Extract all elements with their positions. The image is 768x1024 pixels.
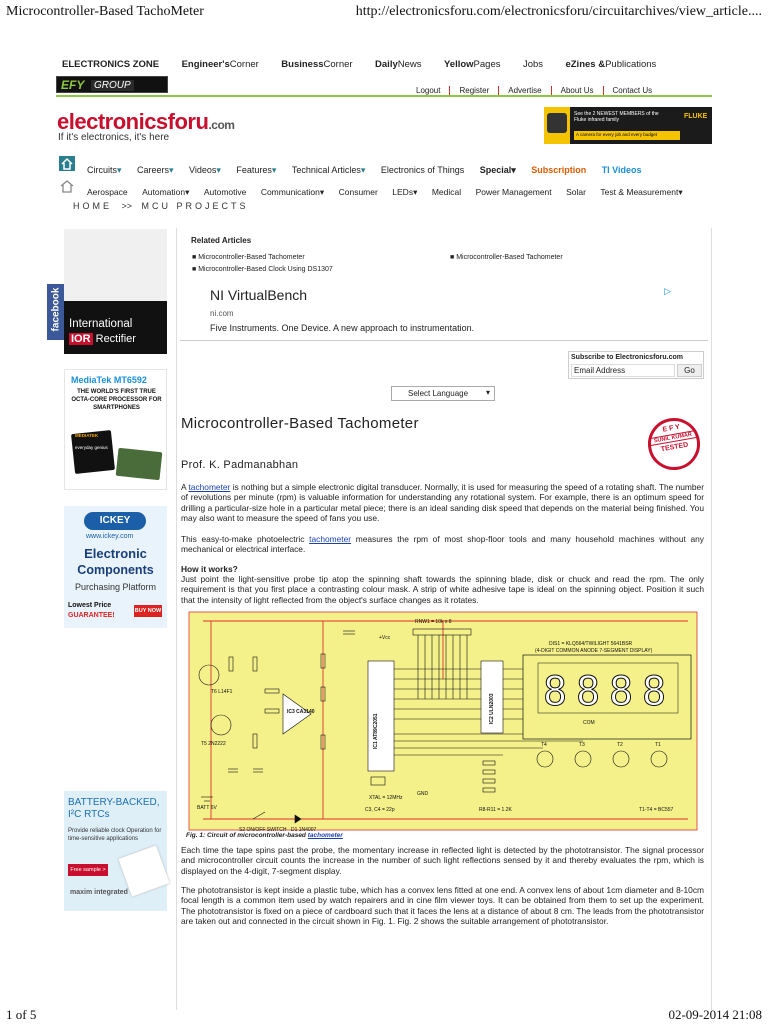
t6-label: T6 L14F1	[211, 689, 233, 695]
res-label: R8-R11 = 1.2K	[479, 807, 512, 813]
tachometer-link-3[interactable]: tachometer	[307, 832, 343, 839]
topnav-electronics-zone[interactable]: ELECTRONICS ZONE	[62, 59, 160, 70]
mediatek-ad[interactable]: MediaTek MT6592 THE WORLD'S FIRST TRUE OCTA-CORE PROCESSOR FOR SMARTPHONES MEDIATEK everyday genius	[64, 369, 167, 490]
menu-communication[interactable]: Communication▾	[260, 187, 325, 197]
menu-videos[interactable]: Videos▾	[189, 165, 221, 175]
display-digit-1: 8	[543, 669, 568, 715]
menu-power-management[interactable]: Power Management	[475, 187, 552, 197]
circuit-diagram	[183, 609, 701, 843]
ir-ad[interactable]: International IOR Rectifier	[64, 229, 167, 354]
menu-consumer[interactable]: Consumer	[338, 187, 378, 197]
gnd-label: GND	[417, 791, 429, 797]
batt-label: BATT 6V	[197, 805, 217, 811]
efy-tested-stamp: E F Y SUNIL KUMAR TESTED	[644, 414, 704, 474]
menu-features[interactable]: Features▾	[236, 165, 277, 175]
vcc-label: +Vcc	[379, 635, 391, 641]
menu-special[interactable]: Special▾	[479, 165, 516, 175]
paragraph-intro: A tachometer is nothing but a simple electronic digital transducer. Normally, it is used for measuring the speed of a rotating shaft. The number of revolutions per minute (rpm) is valuable information for understanding any rotational system. For example, there is an optimum speed for drilling a particular-size hole in a particular metal piece; there is an ideal sanding disk speed that depends on the material being finished. You may also want to measure the speed of fans you use.	[181, 482, 704, 524]
ad-choices-icon[interactable]: ▷	[664, 286, 671, 296]
home-icon[interactable]	[59, 156, 75, 171]
com-label: COM	[583, 720, 595, 726]
maxim-ad[interactable]: BATTERY-BACKED, I²C RTCs Provide reliable clock Operation for time-sensitive applications Free sample > maxim integrated	[64, 791, 167, 911]
contact-link[interactable]: Contact Us	[603, 86, 662, 95]
subscribe-box: Subscribe to Electronicsforu.com Email Address Go	[568, 351, 704, 379]
d1-label: D1 1N4007	[291, 827, 317, 833]
menu-solar[interactable]: Solar	[566, 187, 586, 197]
register-link[interactable]: Register	[449, 86, 498, 95]
breadcrumb-home[interactable]: HOME	[73, 201, 112, 211]
rnw-label: RNW1 = 10k x 8	[415, 619, 452, 625]
s2-label: S2 ON/OFF SWITCH	[239, 827, 287, 833]
ic3-label: IC3 CA3140	[287, 709, 315, 715]
xtal-label: XTAL = 12MHz	[369, 795, 403, 801]
ic1-label: IC1 AT89C2051	[373, 713, 379, 749]
paragraph-photoelectric: This easy-to-make photoelectric tachometer measures the rpm of most shop-floor tools and many household machines without any mechanical or electrical interface.	[181, 534, 704, 555]
menu-circuits[interactable]: Circuits▾	[87, 165, 122, 175]
subscribe-go-button[interactable]: Go	[677, 364, 702, 377]
topnav-business-corner[interactable]: BusinessCorner	[281, 59, 353, 70]
subscribe-email-input[interactable]: Email Address	[571, 364, 675, 377]
menu-aerospace[interactable]: Aerospace	[87, 187, 128, 197]
display-digit-3: 8	[609, 669, 634, 715]
paragraph-phototransistor: The phototransistor is kept inside a plastic tube, which has a convex lens fitted at one end. A convex lens of about 1cm diameter and 8-10cm focal length is a common item used by watch repairers and in cine film viewer toys. It can be obtained from them to set up the experiment. The phototransistor is fixed on a piece of cardboard such that it faces the lens at a distance of about 8 cm. The leads from the phototransistor are taken out and connected in the circuit shown in Fig. 1. Fig. 2 shows the suitable arrangement of phototransistor.	[181, 885, 704, 927]
topnav-yellow-pages[interactable]: YellowPages	[443, 59, 501, 70]
user-links	[407, 80, 661, 98]
about-link[interactable]: About Us	[551, 86, 603, 95]
print-datetime: 02-09-2014 21:08	[668, 1007, 762, 1022]
menu-test-measurement[interactable]: Test & Measurement▾	[600, 187, 683, 197]
breadcrumb-current[interactable]: MCU PROJECTS	[141, 201, 249, 211]
article-title: Microcontroller-Based Tachometer	[181, 415, 419, 432]
sector-menu	[87, 182, 693, 200]
t4-label: T4	[541, 742, 547, 748]
site-logo[interactable]: electronicsforu.com	[57, 109, 235, 134]
menu-technical-articles[interactable]: Technical Articles▾	[291, 165, 366, 175]
logout-link[interactable]: Logout	[416, 86, 441, 95]
menu-medical[interactable]: Medical	[431, 187, 462, 197]
fluke-ad[interactable]: See the 2 NEWEST MEMBERS of the Fluke infrared family A camera for every job and every budget FLUKE	[544, 107, 712, 144]
t1-label: T1	[655, 742, 661, 748]
top-nav	[62, 54, 674, 72]
trans-label: T1-T4 = BC557	[639, 807, 674, 813]
menu-automation[interactable]: Automation▾	[142, 187, 190, 197]
tachometer-link-2[interactable]: tachometer	[309, 534, 352, 544]
topnav-ezines[interactable]: eZines &Publications	[565, 59, 657, 70]
t3-label: T3	[579, 742, 585, 748]
efy-group-logo[interactable]: EFY GROUP	[56, 76, 168, 93]
page-count: 1 of 5	[6, 1007, 37, 1022]
ni-ad-desc: Five Instruments. One Device. A new approach to instrumentation.	[210, 323, 475, 333]
facebook-tab[interactable]: facebook	[47, 284, 64, 340]
t5-label: T5 2N2222	[201, 741, 226, 747]
menu-electronics-of-things[interactable]: Electronics of Things	[380, 165, 465, 175]
related-item-1[interactable]: ■ Microcontroller-Based Tachometer	[192, 254, 305, 261]
display-digit-4: 8	[642, 669, 667, 715]
t2-label: T2	[617, 742, 623, 748]
menu-automotive[interactable]: Automotive	[203, 187, 247, 197]
paragraph-detection: Each time the tape spins past the probe, the momentary increase in reflected light is detected by the phototransistor. The signal processor and microcontroller circuit counts the increase in the number of such light reflections sensed by it and thereby evaluates the rpm, which is displayed on the 4-digit, 7-segment display.	[181, 845, 704, 876]
display-digit-2: 8	[576, 669, 601, 715]
display-label: DIS1 = KLQ564/TWILIGHT 5641BSR	[549, 641, 633, 647]
paragraph-how: Just point the light-sensitive probe tip atop the spinning shaft towards the spinning blade, disk or chuck and read the rpm. The only requirement is that you first place a contrasting colour mask. A strip of white adhesive tape is ideal on the spinning object. Position it such that the intensity of light reflected from the object's surface changes as it rotates.	[181, 574, 704, 605]
breadcrumb: HOME >> MCU PROJECTS	[73, 201, 249, 211]
ni-ad-title[interactable]: NI VirtualBench	[210, 287, 308, 303]
ic2-label: IC2 ULN2003	[489, 693, 495, 724]
display-sub-label: (4-DIGIT COMMON ANODE 7-SEGMENT DISPLAY)	[535, 648, 653, 654]
figure-caption: Fig. 1: Circuit of microcontroller-based tachometer	[186, 832, 343, 839]
topnav-engineers-corner[interactable]: Engineer'sCorner	[181, 59, 259, 70]
related-title: Related Articles	[191, 236, 252, 245]
topnav-daily-news[interactable]: DailyNews	[375, 59, 422, 70]
ickey-ad[interactable]: ICKEY www.ickey.com Electronic Components Purchasing Platform Lowest Price GUARANTEE! BUY NOW	[64, 506, 167, 628]
home-outline-icon[interactable]	[59, 179, 75, 193]
main-menu	[87, 160, 653, 178]
menu-careers[interactable]: Careers▾	[137, 165, 174, 175]
heading-how-it-works: How it works?	[181, 564, 238, 574]
page-url: http://electronicsforu.com/electronicsforu/circuitarchives/view_article....	[355, 4, 762, 19]
advertise-link[interactable]: Advertise	[498, 86, 550, 95]
tachometer-link[interactable]: tachometer	[188, 482, 231, 492]
site-tagline: If it's electronics, it's here	[58, 132, 170, 143]
divider	[180, 340, 708, 341]
menu-leds[interactable]: LEDs▾	[392, 187, 418, 197]
related-item-3[interactable]: ■ Microcontroller-Based Tachometer	[450, 254, 563, 261]
topnav-jobs[interactable]: Jobs	[522, 59, 544, 70]
article-author: Prof. K. Padmanabhan	[181, 459, 299, 471]
related-item-2[interactable]: ■ Microcontroller-Based Clock Using DS1307	[192, 266, 333, 273]
language-select[interactable]: Select Language ▾	[391, 386, 495, 401]
ni-ad-url[interactable]: ni.com	[210, 309, 234, 318]
circuit-figure	[183, 609, 701, 843]
page-title: Microcontroller-Based TachoMeter	[6, 4, 204, 19]
caps-label: C3, C4 = 22p	[365, 807, 395, 813]
menu-ti-videos[interactable]: TI Videos	[601, 165, 642, 175]
menu-subscription[interactable]: Subscription	[531, 165, 587, 175]
